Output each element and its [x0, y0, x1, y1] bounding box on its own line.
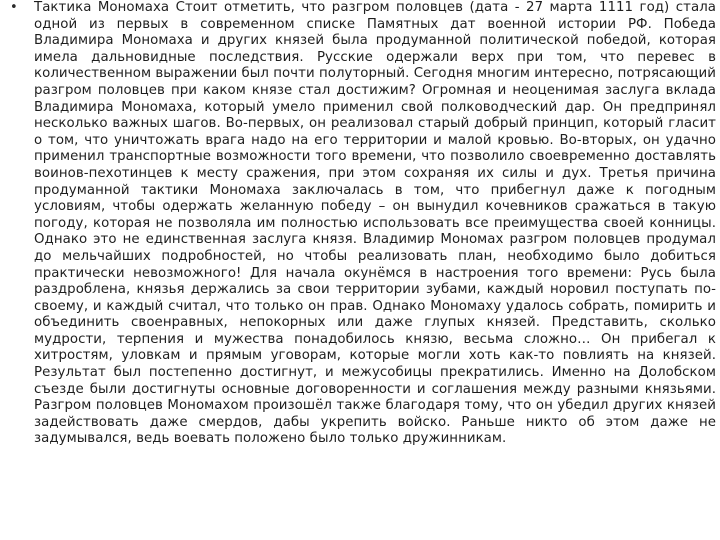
bullet-item: [8, 0, 716, 448]
bullet-text: Тактика Мономаха Стоит отметить, что разгром половцев (дата - 27 марта 1111 год) стала одной из первых в современном списке Памятных дат военной истории РФ. Победа Владимира Мономаха и других князей была продуманной политической победой, которая имела дальновидные последствия. Русские одержали верх при том, что перевес в количественном выражении был почти полуторный. Сегодня многим интересно, потрясающий разгром половцев при каком князе стал достижим? Огромная и неоценимая заслуга вклада Владимира Мономаха, который умело применил свой полководческий дар. Он предпринял несколько важных шагов. Во-первых, он реализовал старый добрый принцип, который гласит о том, что уничтожать врага надо на его территории и малой кровью. Во-вторых, он удачно применил транспортные возможности того времени, что позволило своевременно доставлять воинов-пехотинцев к месту сражения, при этом сохраняя их силы и дух. Третья причина продуманной тактики Мономаха заключалась в том, что прибегнул даже к погодным условиям, чтобы одержать желанную победу – он вынудил кочевников сражаться в такую погоду, которая не позволяла им полностью использовать все преимущества своей конницы. Однако это не единственная заслуга князя. Владимир Мономах разгром половцев продумал до мельчайших подробностей, но чтобы реализовать план, необходимо было добиться практически невозможного! Для начала окунёмся в настроения того времени: Русь была раздроблена, князья держались за свои территории зубами, каждый норовил поступать по-своему, и каждый считал, что только он прав. Однако Мономаху удалось собрать, помирить и объединить своенравных, непокорных или даже глупых князей. Представить, сколько мудрости, терпения и мужества понадобилось князю, весьма сложно… Он прибегал к хитростям, уловкам и прямым уговорам, которые могли хоть как-то повлиять на князей. Результат был постепенно достигнут, и межусобицы прекратились. Именно на Долобском съезде были достигнуты основные договоренности и соглашения между разными князьями. Разгром половцев Мономахом произошёл также благодаря тому, что он убедил других князей задействовать даже смердов, дабы укрепить войско. Раньше никто об этом даже не задумывался, ведь воевать положено было только дружинникам.: [34, 0, 716, 447]
bullet-icon: •: [10, 0, 18, 15]
